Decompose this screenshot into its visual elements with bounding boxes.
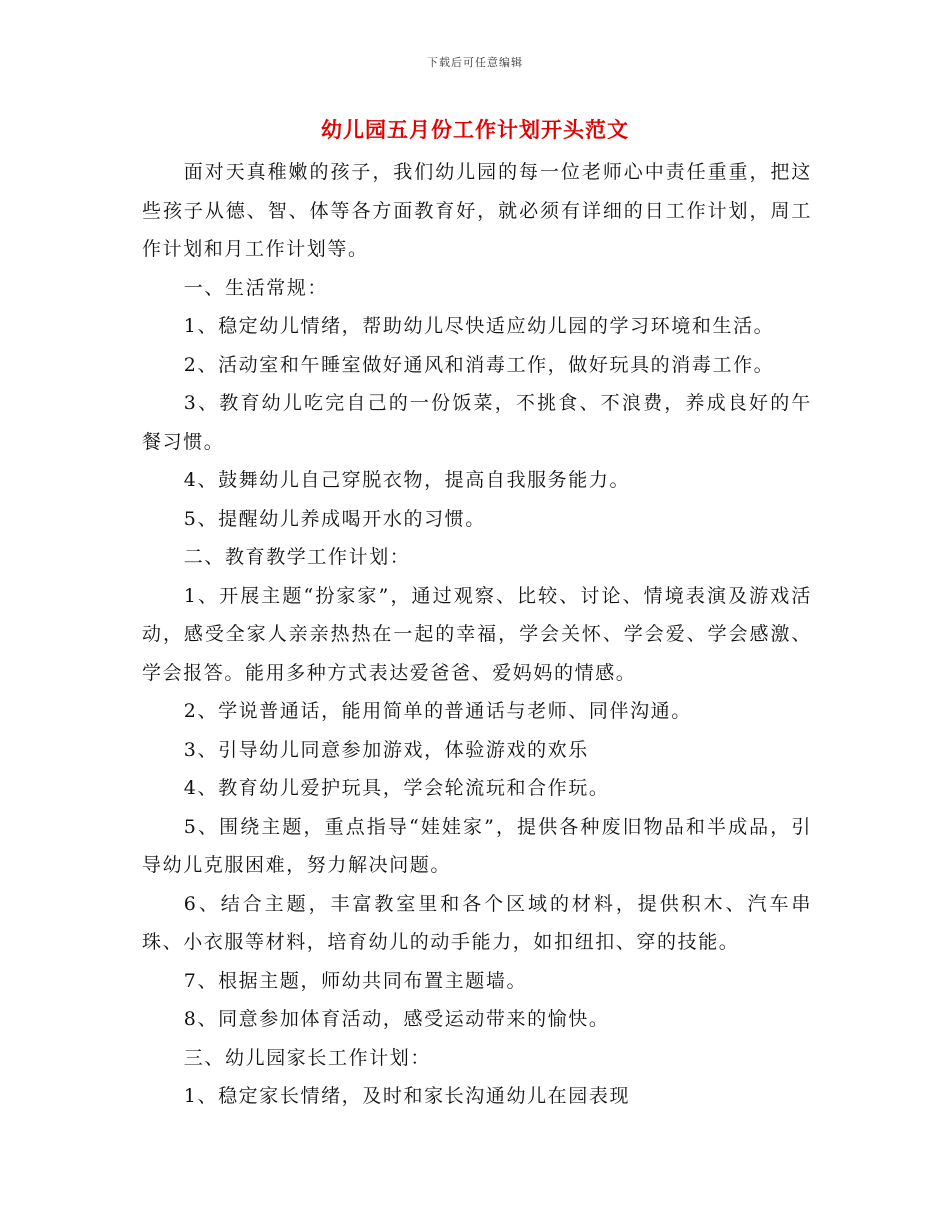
document-title: 幼儿园五月份工作计划开头范文 [321,118,629,142]
list-item: 5、围绕主题，重点指导“娃娃家”，提供各种废旧物品和半成品，引导幼儿克服困难，努力解决问题。 [142,815,812,876]
list-item: 1、稳定家长情绪，及时和家长沟通幼儿在园表现 [183,1085,631,1107]
section-heading-teaching-plan: 二、教育教学工作计划： [183,546,411,568]
list-item: 3、教育幼儿吃完自己的一份饭菜，不挑食、不浪费，养成良好的午餐习惯。 [142,392,812,453]
list-item: 1、开展主题“扮家家”，通过观察、比较、讨论、情境表演及游戏活动，感受全家人亲亲热热在一起的幸福，学会关怀、学会爱、学会感激、学会报答。能用多种方式表达爱爸爸、爱妈妈的情感。 [142,584,812,684]
list-item: 4、教育幼儿爱护玩具，学会轮流玩和合作玩。 [183,777,610,799]
list-item: 2、活动室和午睡室做好通风和消毒工作，做好玩具的消毒工作。 [183,353,775,376]
section-heading-parent-work: 三、幼儿园家长工作计划： [183,1046,431,1069]
header-note: 下载后可任意编辑 [427,56,523,69]
list-item: 3、引导幼儿同意参加游戏，体验游戏的欢乐 [183,738,589,761]
list-item: 8、同意参加体育活动，感受运动带来的愉快。 [183,1008,610,1030]
list-item: 2、学说普通话，能用简单的普通话与老师、同伴沟通。 [183,700,692,722]
section-heading-life-routine: 一、生活常规： [183,276,328,299]
list-item: 1、稳定幼儿情绪，帮助幼儿尽快适应幼儿园的学习环境和生活。 [183,315,775,337]
list-item: 6、结合主题，丰富教室里和各个区域的材料，提供积木、汽车串珠、小衣服等材料，培育幼儿的动手能力，如扣纽扣、穿的技能。 [142,892,812,953]
paragraph-intro: 面对天真稚嫩的孩子，我们幼儿园的每一位老师心中责任重重，把这些孩子从德、智、体等各方面教育好，就必须有详细的日工作计划，周工作计划和月工作计划等。 [142,161,812,260]
document-body [142,153,812,1116]
list-item: 4、鼓舞幼儿自己穿脱衣物，提高自我服务能力。 [183,469,631,491]
list-item: 7、根据主题，师幼共同布置主题墙。 [183,969,528,992]
list-item: 5、提醒幼儿养成喝开水的习惯。 [183,507,486,530]
